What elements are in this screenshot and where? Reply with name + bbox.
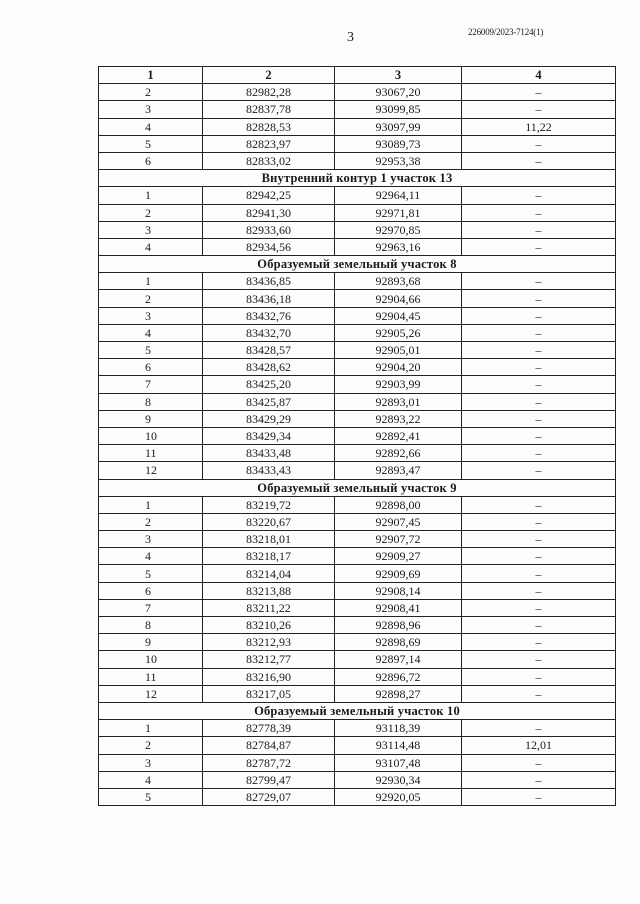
x-coordinate-cell: 82828,53 bbox=[203, 118, 335, 135]
x-coordinate-cell: 82941,30 bbox=[203, 204, 335, 221]
x-coordinate-cell: 83216,90 bbox=[203, 668, 335, 685]
x-coordinate-cell: 83429,34 bbox=[203, 427, 335, 444]
y-coordinate-cell: 92904,45 bbox=[335, 307, 462, 324]
point-number-cell: 10 bbox=[99, 427, 203, 444]
y-coordinate-cell: 92892,66 bbox=[335, 445, 462, 462]
table-row bbox=[99, 324, 616, 341]
point-number-cell: 4 bbox=[99, 548, 203, 565]
section-title: Внутренний контур 1 участок 13 bbox=[99, 170, 616, 187]
table-row bbox=[99, 84, 616, 101]
column-header: 4 bbox=[462, 67, 616, 84]
y-coordinate-cell: 92907,45 bbox=[335, 513, 462, 530]
table-row bbox=[99, 273, 616, 290]
y-coordinate-cell: 92971,81 bbox=[335, 204, 462, 221]
y-coordinate-cell: 92893,47 bbox=[335, 462, 462, 479]
x-coordinate-cell: 83432,70 bbox=[203, 324, 335, 341]
table-header-row bbox=[99, 67, 616, 84]
distance-cell: – bbox=[462, 427, 616, 444]
point-number-cell: 6 bbox=[99, 359, 203, 376]
distance-cell: – bbox=[462, 342, 616, 359]
point-number-cell: 9 bbox=[99, 410, 203, 427]
y-coordinate-cell: 92893,01 bbox=[335, 393, 462, 410]
point-number-cell: 5 bbox=[99, 135, 203, 152]
x-coordinate-cell: 83425,87 bbox=[203, 393, 335, 410]
distance-cell: – bbox=[462, 599, 616, 616]
table-row bbox=[99, 118, 616, 135]
table-row bbox=[99, 788, 616, 805]
point-number-cell: 5 bbox=[99, 342, 203, 359]
y-coordinate-cell: 92904,66 bbox=[335, 290, 462, 307]
x-coordinate-cell: 83220,67 bbox=[203, 513, 335, 530]
y-coordinate-cell: 92908,41 bbox=[335, 599, 462, 616]
distance-cell: – bbox=[462, 307, 616, 324]
table-row bbox=[99, 410, 616, 427]
x-coordinate-cell: 82778,39 bbox=[203, 720, 335, 737]
x-coordinate-cell: 83218,01 bbox=[203, 531, 335, 548]
y-coordinate-cell: 92896,72 bbox=[335, 668, 462, 685]
x-coordinate-cell: 83429,29 bbox=[203, 410, 335, 427]
table-row bbox=[99, 427, 616, 444]
distance-cell: – bbox=[462, 582, 616, 599]
table-row bbox=[99, 617, 616, 634]
y-coordinate-cell: 92953,38 bbox=[335, 152, 462, 169]
coordinates-table-body bbox=[99, 67, 616, 806]
distance-cell: – bbox=[462, 135, 616, 152]
point-number-cell: 8 bbox=[99, 393, 203, 410]
distance-cell: – bbox=[462, 548, 616, 565]
point-number-cell: 10 bbox=[99, 651, 203, 668]
table-row bbox=[99, 238, 616, 255]
x-coordinate-cell: 82833,02 bbox=[203, 152, 335, 169]
table-row bbox=[99, 496, 616, 513]
coordinates-table bbox=[98, 66, 616, 806]
table-row bbox=[99, 634, 616, 651]
distance-cell: 11,22 bbox=[462, 118, 616, 135]
x-coordinate-cell: 82982,28 bbox=[203, 84, 335, 101]
point-number-cell: 3 bbox=[99, 101, 203, 118]
x-coordinate-cell: 83436,85 bbox=[203, 273, 335, 290]
distance-cell: – bbox=[462, 393, 616, 410]
table-row bbox=[99, 531, 616, 548]
x-coordinate-cell: 82784,87 bbox=[203, 737, 335, 754]
table-row bbox=[99, 513, 616, 530]
distance-cell: – bbox=[462, 754, 616, 771]
table-row bbox=[99, 685, 616, 702]
x-coordinate-cell: 83428,62 bbox=[203, 359, 335, 376]
x-coordinate-cell: 82823,97 bbox=[203, 135, 335, 152]
x-coordinate-cell: 82933,60 bbox=[203, 221, 335, 238]
point-number-cell: 12 bbox=[99, 462, 203, 479]
x-coordinate-cell: 83433,43 bbox=[203, 462, 335, 479]
y-coordinate-cell: 92908,14 bbox=[335, 582, 462, 599]
distance-cell: – bbox=[462, 788, 616, 805]
distance-cell: – bbox=[462, 187, 616, 204]
y-coordinate-cell: 93067,20 bbox=[335, 84, 462, 101]
point-number-cell: 9 bbox=[99, 634, 203, 651]
section-title-row bbox=[99, 170, 616, 187]
y-coordinate-cell: 92930,34 bbox=[335, 771, 462, 788]
x-coordinate-cell: 82787,72 bbox=[203, 754, 335, 771]
y-coordinate-cell: 92904,20 bbox=[335, 359, 462, 376]
x-coordinate-cell: 83213,88 bbox=[203, 582, 335, 599]
y-coordinate-cell: 92898,00 bbox=[335, 496, 462, 513]
distance-cell: – bbox=[462, 496, 616, 513]
y-coordinate-cell: 93118,39 bbox=[335, 720, 462, 737]
y-coordinate-cell: 92909,69 bbox=[335, 565, 462, 582]
x-coordinate-cell: 83212,77 bbox=[203, 651, 335, 668]
x-coordinate-cell: 83210,26 bbox=[203, 617, 335, 634]
point-number-cell: 5 bbox=[99, 788, 203, 805]
distance-cell: – bbox=[462, 273, 616, 290]
x-coordinate-cell: 82837,78 bbox=[203, 101, 335, 118]
column-header: 1 bbox=[99, 67, 203, 84]
x-coordinate-cell: 83218,17 bbox=[203, 548, 335, 565]
table-row bbox=[99, 221, 616, 238]
point-number-cell: 4 bbox=[99, 324, 203, 341]
table-row bbox=[99, 754, 616, 771]
point-number-cell: 6 bbox=[99, 582, 203, 599]
y-coordinate-cell: 93107,48 bbox=[335, 754, 462, 771]
x-coordinate-cell: 83425,20 bbox=[203, 376, 335, 393]
point-number-cell: 3 bbox=[99, 221, 203, 238]
y-coordinate-cell: 92905,26 bbox=[335, 324, 462, 341]
point-number-cell: 11 bbox=[99, 668, 203, 685]
y-coordinate-cell: 92897,14 bbox=[335, 651, 462, 668]
table-row bbox=[99, 342, 616, 359]
distance-cell: – bbox=[462, 685, 616, 702]
y-coordinate-cell: 92963,16 bbox=[335, 238, 462, 255]
table-row bbox=[99, 599, 616, 616]
point-number-cell: 1 bbox=[99, 273, 203, 290]
table-row bbox=[99, 187, 616, 204]
distance-cell: – bbox=[462, 445, 616, 462]
distance-cell: – bbox=[462, 84, 616, 101]
table-row bbox=[99, 204, 616, 221]
table-row bbox=[99, 668, 616, 685]
x-coordinate-cell: 83428,57 bbox=[203, 342, 335, 359]
point-number-cell: 11 bbox=[99, 445, 203, 462]
point-number-cell: 2 bbox=[99, 84, 203, 101]
y-coordinate-cell: 92970,85 bbox=[335, 221, 462, 238]
y-coordinate-cell: 92892,41 bbox=[335, 427, 462, 444]
table-row bbox=[99, 393, 616, 410]
section-title-row bbox=[99, 256, 616, 273]
y-coordinate-cell: 92898,96 bbox=[335, 617, 462, 634]
distance-cell: – bbox=[462, 513, 616, 530]
point-number-cell: 4 bbox=[99, 238, 203, 255]
distance-cell: – bbox=[462, 101, 616, 118]
distance-cell: – bbox=[462, 617, 616, 634]
x-coordinate-cell: 83432,76 bbox=[203, 307, 335, 324]
column-header: 3 bbox=[335, 67, 462, 84]
section-title: Образуемый земельный участок 8 bbox=[99, 256, 616, 273]
y-coordinate-cell: 92893,68 bbox=[335, 273, 462, 290]
distance-cell: – bbox=[462, 204, 616, 221]
y-coordinate-cell: 92907,72 bbox=[335, 531, 462, 548]
y-coordinate-cell: 93114,48 bbox=[335, 737, 462, 754]
table-row bbox=[99, 445, 616, 462]
y-coordinate-cell: 92898,69 bbox=[335, 634, 462, 651]
point-number-cell: 1 bbox=[99, 720, 203, 737]
table-row bbox=[99, 771, 616, 788]
y-coordinate-cell: 93097,99 bbox=[335, 118, 462, 135]
distance-cell: 12,01 bbox=[462, 737, 616, 754]
column-header: 2 bbox=[203, 67, 335, 84]
y-coordinate-cell: 92920,05 bbox=[335, 788, 462, 805]
point-number-cell: 2 bbox=[99, 513, 203, 530]
section-title-row bbox=[99, 479, 616, 496]
section-title: Образуемый земельный участок 10 bbox=[99, 702, 616, 719]
table-row bbox=[99, 376, 616, 393]
point-number-cell: 2 bbox=[99, 204, 203, 221]
distance-cell: – bbox=[462, 152, 616, 169]
x-coordinate-cell: 83219,72 bbox=[203, 496, 335, 513]
y-coordinate-cell: 92905,01 bbox=[335, 342, 462, 359]
table-row bbox=[99, 307, 616, 324]
y-coordinate-cell: 92909,27 bbox=[335, 548, 462, 565]
table-row bbox=[99, 548, 616, 565]
table-row bbox=[99, 462, 616, 479]
distance-cell: – bbox=[462, 634, 616, 651]
table-row bbox=[99, 101, 616, 118]
section-title: Образуемый земельный участок 9 bbox=[99, 479, 616, 496]
x-coordinate-cell: 82729,07 bbox=[203, 788, 335, 805]
page-number: 3 bbox=[347, 30, 354, 45]
distance-cell: – bbox=[462, 376, 616, 393]
table-row bbox=[99, 582, 616, 599]
distance-cell: – bbox=[462, 668, 616, 685]
table-row bbox=[99, 720, 616, 737]
point-number-cell: 7 bbox=[99, 599, 203, 616]
distance-cell: – bbox=[462, 324, 616, 341]
y-coordinate-cell: 93099,85 bbox=[335, 101, 462, 118]
table-row bbox=[99, 135, 616, 152]
point-number-cell: 5 bbox=[99, 565, 203, 582]
x-coordinate-cell: 82934,56 bbox=[203, 238, 335, 255]
distance-cell: – bbox=[462, 531, 616, 548]
table-row bbox=[99, 565, 616, 582]
x-coordinate-cell: 82942,25 bbox=[203, 187, 335, 204]
y-coordinate-cell: 92898,27 bbox=[335, 685, 462, 702]
point-number-cell: 8 bbox=[99, 617, 203, 634]
point-number-cell: 12 bbox=[99, 685, 203, 702]
distance-cell: – bbox=[462, 771, 616, 788]
distance-cell: – bbox=[462, 290, 616, 307]
distance-cell: – bbox=[462, 221, 616, 238]
distance-cell: – bbox=[462, 359, 616, 376]
document-reference: 226009/2023-7124(1) bbox=[468, 27, 544, 37]
x-coordinate-cell: 83436,18 bbox=[203, 290, 335, 307]
x-coordinate-cell: 83211,22 bbox=[203, 599, 335, 616]
point-number-cell: 6 bbox=[99, 152, 203, 169]
point-number-cell: 2 bbox=[99, 290, 203, 307]
x-coordinate-cell: 83214,04 bbox=[203, 565, 335, 582]
x-coordinate-cell: 82799,47 bbox=[203, 771, 335, 788]
point-number-cell: 3 bbox=[99, 754, 203, 771]
y-coordinate-cell: 92893,22 bbox=[335, 410, 462, 427]
point-number-cell: 3 bbox=[99, 307, 203, 324]
point-number-cell: 4 bbox=[99, 771, 203, 788]
distance-cell: – bbox=[462, 410, 616, 427]
point-number-cell: 1 bbox=[99, 496, 203, 513]
point-number-cell: 7 bbox=[99, 376, 203, 393]
x-coordinate-cell: 83217,05 bbox=[203, 685, 335, 702]
point-number-cell: 1 bbox=[99, 187, 203, 204]
distance-cell: – bbox=[462, 462, 616, 479]
table-row bbox=[99, 651, 616, 668]
point-number-cell: 4 bbox=[99, 118, 203, 135]
y-coordinate-cell: 93089,73 bbox=[335, 135, 462, 152]
y-coordinate-cell: 92903,99 bbox=[335, 376, 462, 393]
distance-cell: – bbox=[462, 565, 616, 582]
table-row bbox=[99, 290, 616, 307]
table-row bbox=[99, 152, 616, 169]
distance-cell: – bbox=[462, 720, 616, 737]
section-title-row bbox=[99, 702, 616, 719]
table-row bbox=[99, 359, 616, 376]
y-coordinate-cell: 92964,11 bbox=[335, 187, 462, 204]
point-number-cell: 2 bbox=[99, 737, 203, 754]
table-row bbox=[99, 737, 616, 754]
distance-cell: – bbox=[462, 651, 616, 668]
point-number-cell: 3 bbox=[99, 531, 203, 548]
x-coordinate-cell: 83212,93 bbox=[203, 634, 335, 651]
distance-cell: – bbox=[462, 238, 616, 255]
x-coordinate-cell: 83433,48 bbox=[203, 445, 335, 462]
